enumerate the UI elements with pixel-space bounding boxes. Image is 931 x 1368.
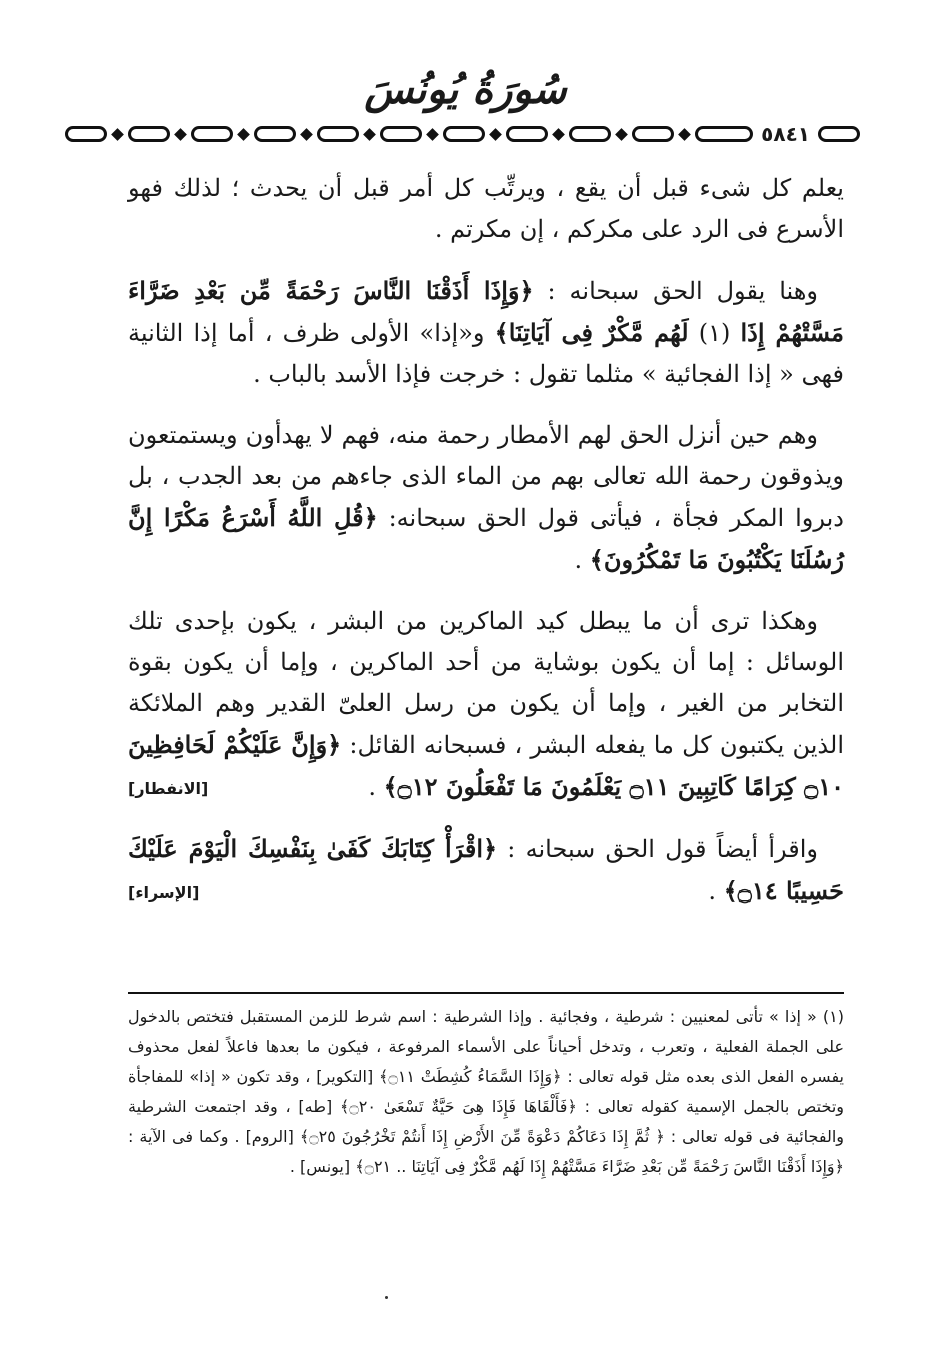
ornament-diamond xyxy=(237,128,250,141)
paragraph-3 xyxy=(128,415,844,581)
paragraph-text: واقرأ أيضاً قول الحق سبحانه : xyxy=(497,835,818,863)
quran-quote: لَهُم مَّكْرٌ فِى آيَاتِنَا﴾ xyxy=(494,318,689,347)
paragraph-4 xyxy=(128,601,844,808)
main-text xyxy=(128,168,844,932)
quran-quote: ﴿وَإِنَّ عَلَيْكُمْ لَحَافِظِينَ ۝١٠ كِرَامًا كَاتِبِينَ ۝١١ يَعْلَمُونَ مَا تَفْعَلُونَ ۝١٢﴾ xyxy=(128,730,844,801)
surah-title: سُورَةُ يُونُسَ xyxy=(364,66,567,113)
paragraph-text: وهنا يقول الحق سبحانه : xyxy=(533,277,818,305)
header-ornament-band xyxy=(90,119,860,149)
surah-reference: [الانفطار] xyxy=(128,779,209,798)
paragraph-2 xyxy=(128,270,844,395)
quran-quote: ﴿وَإِذَا أَذَقْنَا النَّاسَ رَحْمَةً مِّن بَعْدِ ضَرَّاءَ مَسَّتْهُمْ إِذَا xyxy=(128,276,844,347)
ornament-oval xyxy=(254,126,296,142)
footnote-divider xyxy=(128,992,844,994)
ornament-oval xyxy=(317,126,359,142)
ornament-oval xyxy=(695,126,753,142)
ornament-diamond xyxy=(111,128,124,141)
ornament-diamond xyxy=(489,128,502,141)
ornament-oval xyxy=(128,126,170,142)
quran-quote: ﴿قُلِ اللَّهُ أَسْرَعُ مَكْرًا إِنَّ رُسُلَنَا يَكْتُبُونَ مَا تَمْكُرُونَ﴾ xyxy=(128,503,844,574)
ornament-diamond xyxy=(426,128,439,141)
ornament-diamond xyxy=(174,128,187,141)
paragraph-text: يعلم كل شىء قبل أن يقع ، ويرتِّب كل أمر قبل أن يحدث ؛ لذلك فهو الأسرع فى الرد على مكركم ، إن مكرتم . xyxy=(128,174,844,243)
ornament-diamond xyxy=(363,128,376,141)
paragraph-text: وهم حين أنزل الحق لهم الأمطار رحمة منه، فهم لا يهدأون ويستمتعون ويذوقون رحمة الله تعالى بهم من الماء الذى جاءهم من بعد الجدب ، بل دبروا المكر فجأة ، فيأتى قول الحق سبحانه: xyxy=(128,421,844,532)
ornament-oval xyxy=(443,126,485,142)
ornament-oval xyxy=(65,126,107,142)
paragraph-text: . xyxy=(574,546,590,574)
footnote-marker: (١) xyxy=(688,319,741,347)
ornament-oval xyxy=(506,126,548,142)
paragraph-text: . xyxy=(708,877,724,905)
paragraph-text: و«إذا» الأولى ظرف ، أما إذا الثانية فهى « إذا الفجائية » مثلما تقول : خرجت فإذا الأسد بالباب . xyxy=(128,319,844,388)
footnote-1: (١) « إذا » تأتى لمعنيين : شرطية ، وفجائية . وإذا الشرطية : اسم شرط للزمن المستقبل فتختص بالدخول على الجملة الفعلية ، وتعرب ، وتدخل أحياناً على الأسماء المرفوعة ، فيكون ما بعدها فاعلاً لفعل محذوف يفسره الفعل الذى بعده مثل قوله تعالى : ﴿وَإِذَا السَّمَاءُ كُشِطَتْ ۝١١﴾ [التكوير] ، وقد تكون « إذا» للمفاجأة وتختص بالجمل الإسمية كقوله تعالى : ﴿فَأَلْقَاهَا فَإِذَا هِىَ حَيَّةٌ تَسْعَىٰ ۝٢٠﴾ [طه] ، وقد اجتمعت الشرطية والفجائية فى قوله تعالى : ﴿ ثُمَّ إِذَا دَعَاكُمْ دَعْوَةً مِّنَ الأَرْضِ إِذَا أَنتُمْ تَخْرُجُونَ ۝٢٥﴾ [الروم] . وكما فى الآية : ﴿وَإِذَا أَذَقْنَا النَّاسَ رَحْمَةً مِّن بَعْدِ ضَرَّاءَ مَسَّتْهُمْ إِذَا لَهُم مَّكْرٌ فِى آيَاتِنَا .. ۝٢١﴾ [يونس] . xyxy=(128,1007,845,1176)
ornament-diamond xyxy=(678,128,691,141)
paragraph-text: . xyxy=(368,773,384,801)
ornament-oval xyxy=(632,126,674,142)
ornament-oval xyxy=(818,126,860,142)
page-speck xyxy=(385,1296,388,1299)
ornament-diamond xyxy=(615,128,628,141)
paragraph-text: وهكذا ترى أن ما يبطل كيد الماكرين من البشر ، يكون بإحدى تلك الوسائل : إما أن يكون بوشاية من أحد الماكرين ، وإما أن يكون بقوة التخابر من الغير ، وإما أن يكون من رسل العلىّ القدير وهم الملائكة الذين يكتبون كل ما يفعله البشر ، فسبحانه القائل: xyxy=(128,607,844,759)
ornament-oval xyxy=(569,126,611,142)
paragraph-5 xyxy=(128,828,844,912)
ornament-diamond xyxy=(552,128,565,141)
page-number: ٥٨٤١ xyxy=(761,122,810,146)
ornament-oval xyxy=(191,126,233,142)
quran-quote: ﴿اقْرَأْ كِتَابَكَ كَفَىٰ بِنَفْسِكَ الْيَوْمَ عَلَيْكَ حَسِيبًا ۝١٤﴾ xyxy=(128,834,844,905)
surah-reference: [الإسراء] xyxy=(128,883,200,902)
footnotes xyxy=(128,1002,844,1182)
ornament-oval xyxy=(380,126,422,142)
paragraph-1 xyxy=(128,168,844,250)
ornament-diamond xyxy=(300,128,313,141)
